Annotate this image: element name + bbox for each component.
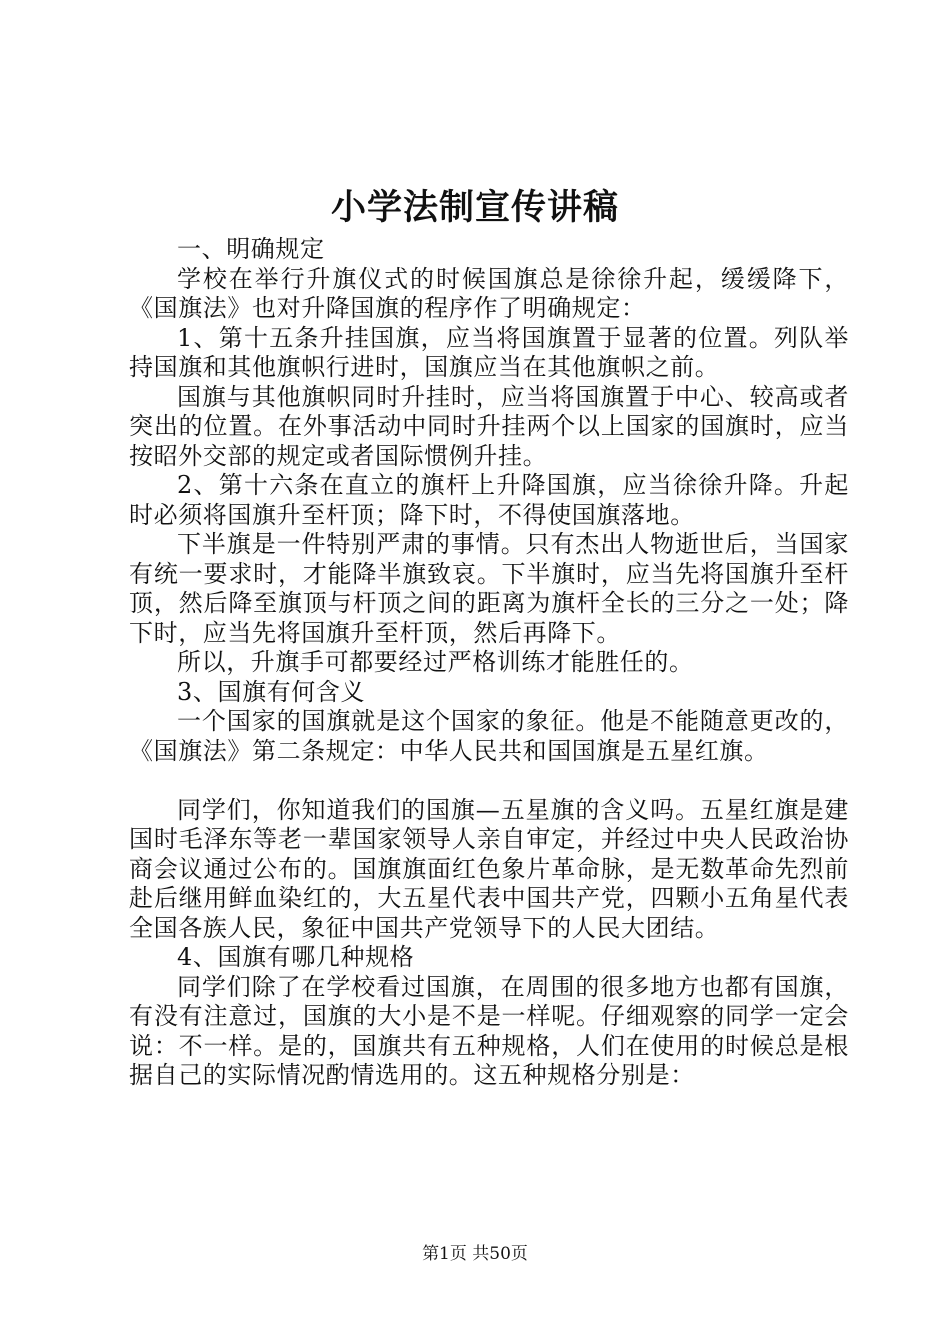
section-heading-4: 4、国旗有哪几种规格 [177,943,415,971]
body-paragraph: 所以，升旗手可都要经过严格训练才能胜任的。 [177,648,694,676]
body-paragraph: 学校在举行升旗仪式的时候国旗总是徐徐升起，缓缓降下，《国旗法》也对升降国旗的程序作了明确规定： [129,264,849,322]
blank-line [129,766,849,796]
section-heading-1: 一、明确规定 [177,235,325,263]
body-paragraph: 同学们，你知道我们的国旗—五星旗的含义吗。五星红旗是建国时毛泽东等老一辈国家领导人亲自审定，并经过中央人民政治协商会议通过公布的。国旗旗面红色象片革命脉，是无数革命先烈前赴后继用鲜血染红的，大五星代表中国共产党，四颗小五角星代表全国各族人民，象征中国共产党领导下的人民大团结。 [129,795,849,942]
body-paragraph: 1、第十五条升挂国旗，应当将国旗置于显著的位置。列队举持国旗和其他旗帜行进时，国旗应当在其他旗帜之前。 [129,323,849,381]
document-body [129,235,849,1091]
section-heading-3: 3、国旗有何含义 [177,677,366,706]
body-paragraph: 同学们除了在学校看过国旗，在周围的很多地方也都有国旗，有没有注意过，国旗的大小是不是一样呢。仔细观察的同学一定会说：不一样。是的，国旗共有五种规格，人们在使用的时候总是根据自己的实际情况酌情选用的。这五种规格分别是： [129,972,849,1089]
body-paragraph: 2、第十六条在直立的旗杆上升降国旗，应当徐徐升降。升起时必须将国旗升至杆顶；降下时，不得使国旗落地。 [129,471,849,529]
page-number: 第1页 共50页 [422,1244,528,1264]
body-paragraph: 国旗与其他旗帜同时升挂时，应当将国旗置于中心、较高或者突出的位置。在外事活动中同时升挂两个以上国家的国旗时，应当按昭外交部的规定或者国际惯例升挂。 [129,382,849,470]
body-paragraph: 一个国家的国旗就是这个国家的象征。他是不能随意更改的，《国旗法》第二条规定：中华人民共和国国旗是五星红旗。 [129,707,849,765]
document-title: 小学法制宣传讲稿 [330,187,619,228]
body-paragraph: 下半旗是一件特别严肃的事情。只有杰出人物逝世后，当国家有统一要求时，才能降半旗致哀。下半旗时，应当先将国旗升至杆顶，然后降至旗顶与杆顶之间的距离为旗杆全长的三分之一处；降下时，应当先将国旗升至杆顶，然后再降下。 [129,530,849,647]
